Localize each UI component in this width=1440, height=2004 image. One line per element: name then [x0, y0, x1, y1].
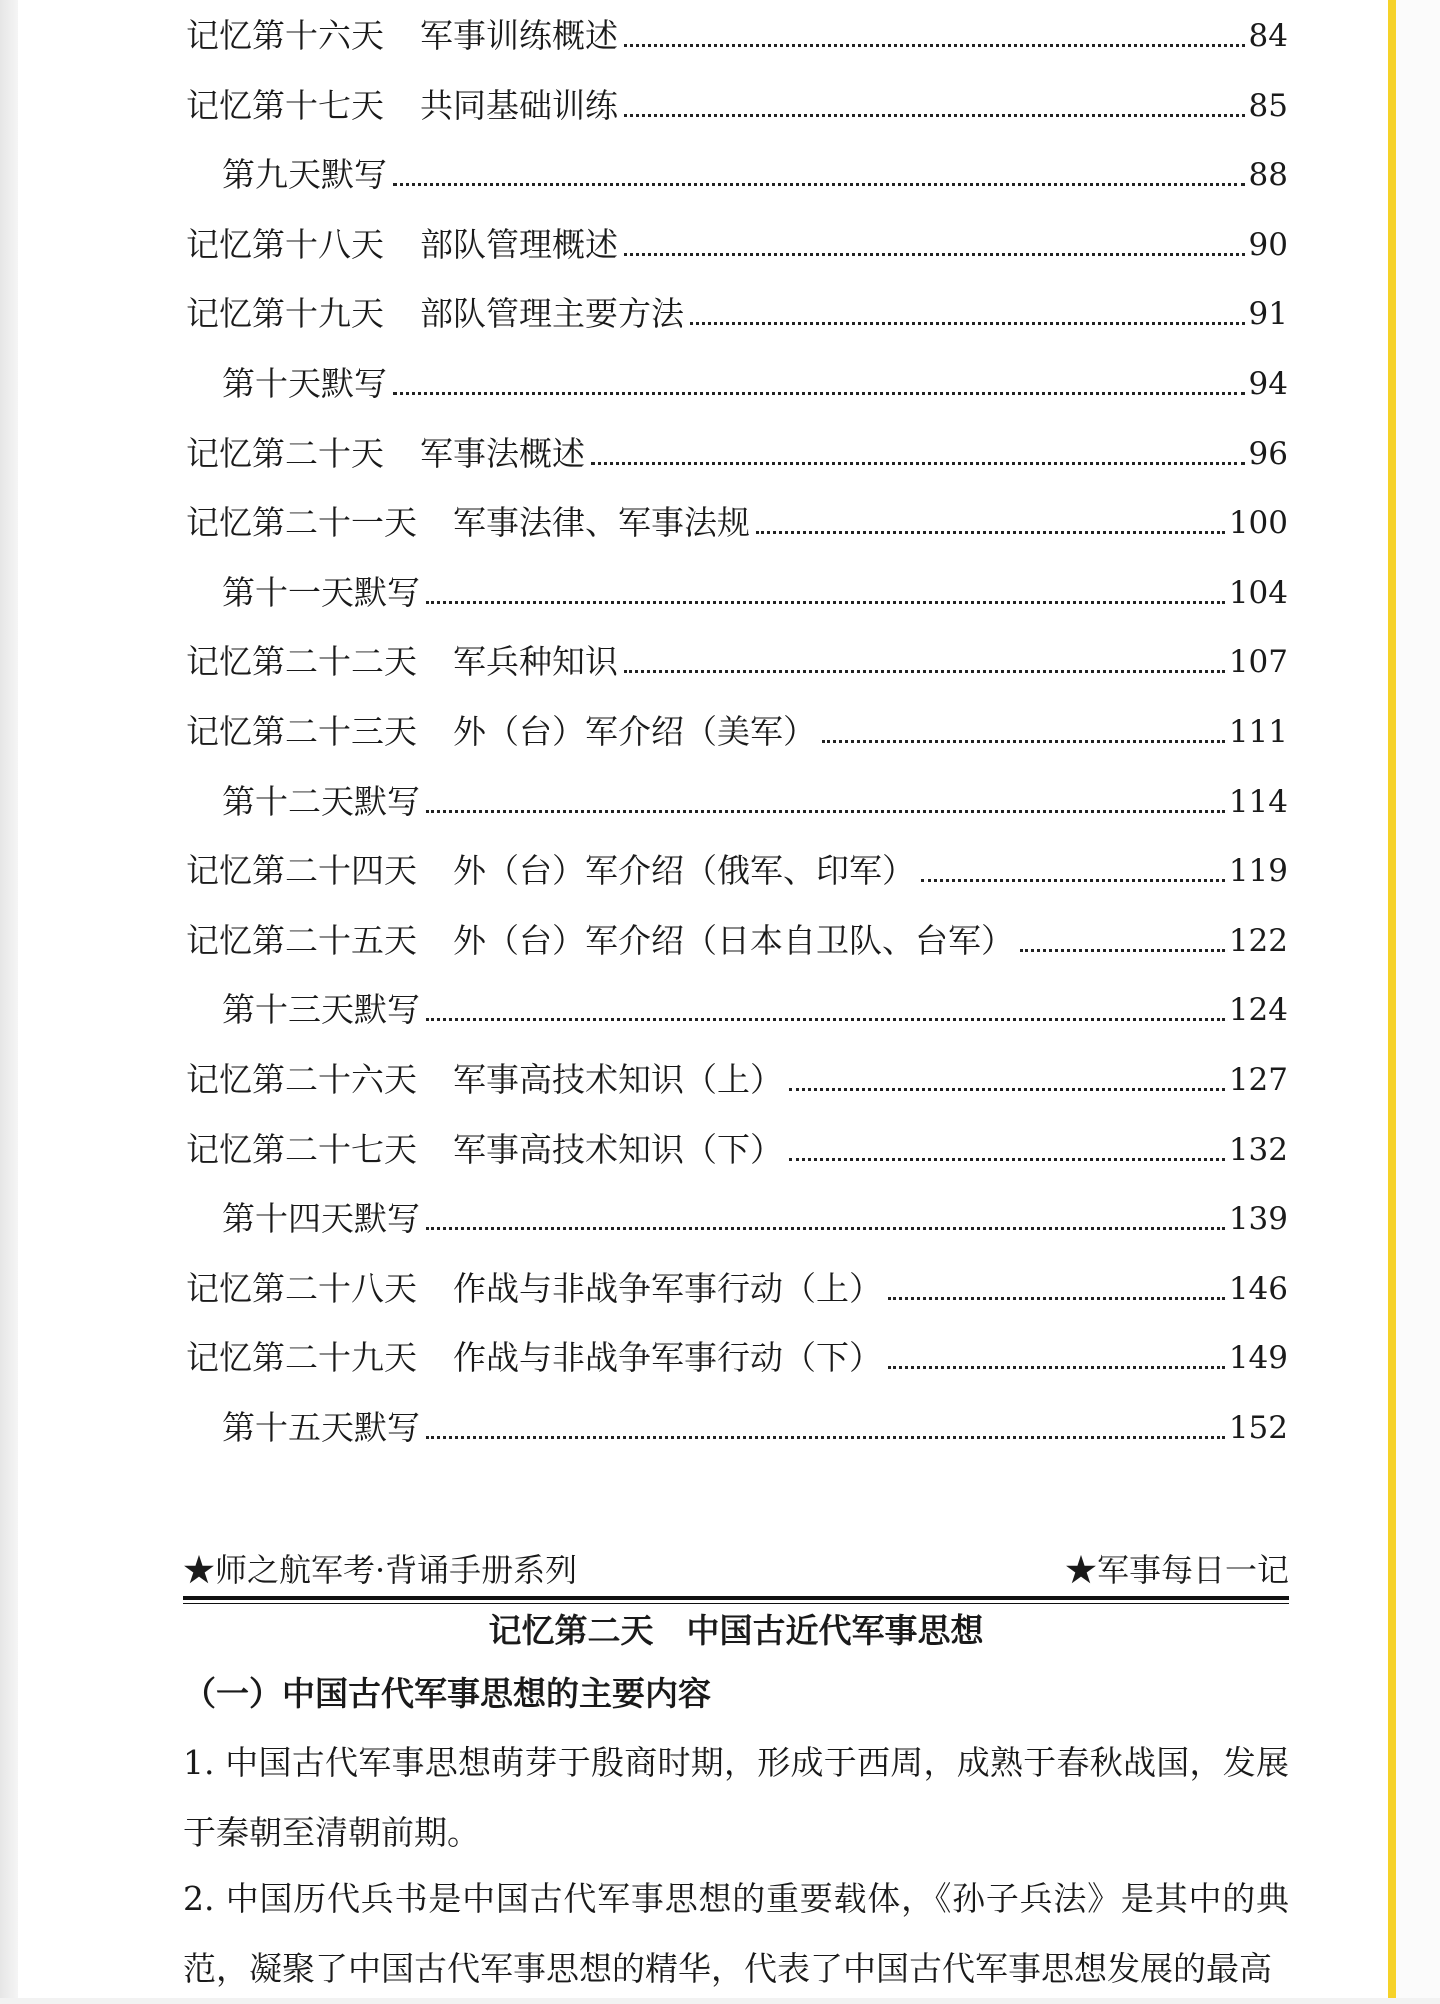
running-header — [183, 1548, 1289, 1592]
toc-entry[interactable] — [186, 78, 1288, 126]
toc-day-label: 第九天默写 — [222, 155, 387, 194]
toc-day-label: 记忆第二十三天 — [186, 712, 417, 751]
toc-day-label: 记忆第二十七天 — [186, 1130, 417, 1169]
toc-entry-dictation[interactable] — [222, 982, 1288, 1030]
toc-dot-leader — [426, 1436, 1225, 1439]
toc-entry[interactable] — [186, 8, 1288, 56]
toc-page-number: 84 — [1248, 18, 1288, 54]
toc-page-number: 124 — [1228, 992, 1288, 1028]
header-rule-thick — [183, 1596, 1289, 1600]
toc-title: 军事高技术知识（下） — [453, 1130, 783, 1169]
toc-entry[interactable] — [186, 426, 1288, 474]
toc-entry[interactable] — [186, 704, 1288, 752]
toc-dot-leader — [888, 1297, 1225, 1300]
toc-day-label: 记忆第十九天 — [186, 294, 384, 333]
toc-page-number: 132 — [1228, 1132, 1288, 1168]
toc-page-number: 88 — [1248, 157, 1288, 193]
toc-day-label: 记忆第十七天 — [186, 86, 384, 125]
toc-page-number: 127 — [1228, 1062, 1288, 1098]
toc-day-label: 第十三天默写 — [222, 990, 420, 1029]
toc-page-number: 122 — [1228, 923, 1288, 959]
toc-day-label: 第十二天默写 — [222, 782, 420, 821]
toc-page-number: 152 — [1228, 1410, 1288, 1446]
toc-dot-leader — [1020, 949, 1225, 952]
toc-dot-leader — [789, 1158, 1225, 1161]
toc-entry-dictation[interactable] — [222, 356, 1288, 404]
toc-title: 军兵种知识 — [453, 642, 618, 681]
toc-page-number: 100 — [1228, 505, 1288, 541]
left-page-edge — [0, 0, 18, 1998]
toc-day-label: 第十五天默写 — [222, 1408, 420, 1447]
paragraph-2: 2. 中国历代兵书是中国古代军事思想的重要载体，《孙子兵法》是其中的典范，凝聚了中国古代军事思想的精华，代表了中国古代军事思想发展的最高 — [183, 1879, 1289, 1988]
toc-day-label: 记忆第二十八天 — [186, 1269, 417, 1308]
toc-page-number: 139 — [1228, 1201, 1288, 1237]
toc-entry[interactable] — [186, 1330, 1288, 1378]
toc-dot-leader — [426, 1018, 1225, 1021]
toc-dot-leader — [426, 601, 1225, 604]
toc-entry-dictation[interactable] — [222, 565, 1288, 613]
toc-dot-leader — [426, 810, 1225, 813]
toc-day-label: 记忆第二十二天 — [186, 642, 417, 681]
toc-day-label: 第十天默写 — [222, 364, 387, 403]
series-title: ★师之航军考·背诵手册系列 — [183, 1551, 578, 1589]
toc-day-label: 记忆第二十九天 — [186, 1338, 417, 1377]
toc-day-label: 记忆第二十天 — [186, 434, 384, 473]
toc-dot-leader — [624, 670, 1225, 673]
toc-day-label: 记忆第二十四天 — [186, 851, 417, 890]
toc-page-number: 107 — [1228, 644, 1288, 680]
toc-entry[interactable] — [186, 843, 1288, 891]
toc-title: 军事法律、军事法规 — [453, 503, 750, 542]
toc-dot-leader — [426, 1227, 1225, 1230]
toc-title: 军事法概述 — [420, 434, 585, 473]
toc-dot-leader — [888, 1366, 1225, 1369]
toc-day-label: 记忆第二十一天 — [186, 503, 417, 542]
toc-dot-leader — [789, 1088, 1225, 1091]
toc-entry[interactable] — [186, 1261, 1288, 1309]
toc-title: 作战与非战争军事行动（上） — [453, 1269, 882, 1308]
toc-dot-leader — [624, 44, 1245, 47]
toc-title: 共同基础训练 — [420, 86, 618, 125]
toc-entry-dictation[interactable] — [222, 147, 1288, 195]
toc-dot-leader — [756, 531, 1225, 534]
toc-title: 军事训练概述 — [420, 16, 618, 55]
toc-title: 外（台）军介绍（日本自卫队、台军） — [453, 921, 1014, 960]
toc-day-label: 记忆第十八天 — [186, 225, 384, 264]
toc-dot-leader — [591, 462, 1245, 465]
series-slogan: ★军事每日一记 — [1064, 1551, 1289, 1589]
toc-entry[interactable] — [186, 495, 1288, 543]
toc-title: 外（台）军介绍（美军） — [453, 712, 816, 751]
toc-day-label: 记忆第二十五天 — [186, 921, 417, 960]
section-title: 记忆第二天 中国古近代军事思想 — [488, 1611, 984, 1650]
toc-entry[interactable] — [186, 1052, 1288, 1100]
toc-entry-dictation[interactable] — [222, 1191, 1288, 1239]
toc-entry[interactable] — [186, 286, 1288, 334]
toc-entry[interactable] — [186, 634, 1288, 682]
toc-page-number: 104 — [1228, 575, 1288, 611]
toc-page-number: 149 — [1228, 1340, 1288, 1376]
toc-page-number: 119 — [1228, 853, 1288, 889]
toc-day-label: 记忆第十六天 — [186, 16, 384, 55]
toc-dot-leader — [624, 114, 1245, 117]
right-margin — [1396, 0, 1440, 1998]
toc-dot-leader — [624, 253, 1245, 256]
toc-page-number: 114 — [1228, 784, 1288, 820]
toc-title: 作战与非战争军事行动（下） — [453, 1338, 882, 1377]
toc-entry-dictation[interactable] — [222, 774, 1288, 822]
toc-page-number: 146 — [1228, 1271, 1288, 1307]
toc-entry[interactable] — [186, 1122, 1288, 1170]
section-subheading: （一）中国古代军事思想的主要内容 — [183, 1674, 711, 1713]
toc-dot-leader — [822, 740, 1225, 743]
toc-day-label: 第十四天默写 — [222, 1199, 420, 1238]
yellow-border-bar — [1388, 0, 1396, 1998]
paragraph-1: 1. 中国古代军事思想萌芽于殷商时期，形成于西周，成熟于春秋战国，发展于秦朝至清朝前期。 — [183, 1743, 1289, 1852]
toc-day-label: 第十一天默写 — [222, 573, 420, 612]
header-rule-thin — [183, 1603, 1289, 1604]
toc-title: 部队管理主要方法 — [420, 294, 684, 333]
toc-dot-leader — [393, 392, 1245, 395]
toc-page-number: 94 — [1248, 366, 1288, 402]
toc-page-number: 111 — [1228, 714, 1288, 750]
toc-page-number: 91 — [1248, 296, 1288, 332]
toc-page-number: 85 — [1248, 88, 1288, 124]
toc-title: 军事高技术知识（上） — [453, 1060, 783, 1099]
toc-dot-leader — [393, 183, 1245, 186]
toc-title: 外（台）军介绍（俄军、印军） — [453, 851, 915, 890]
toc-entry-dictation[interactable] — [222, 1400, 1288, 1448]
toc-page-number: 96 — [1248, 436, 1288, 472]
toc-title: 部队管理概述 — [420, 225, 618, 264]
toc-entry[interactable] — [186, 913, 1288, 961]
toc-entry[interactable] — [186, 217, 1288, 265]
toc-dot-leader — [690, 322, 1245, 325]
toc-day-label: 记忆第二十六天 — [186, 1060, 417, 1099]
toc-dot-leader — [921, 879, 1225, 882]
toc-page-number: 90 — [1248, 227, 1288, 263]
